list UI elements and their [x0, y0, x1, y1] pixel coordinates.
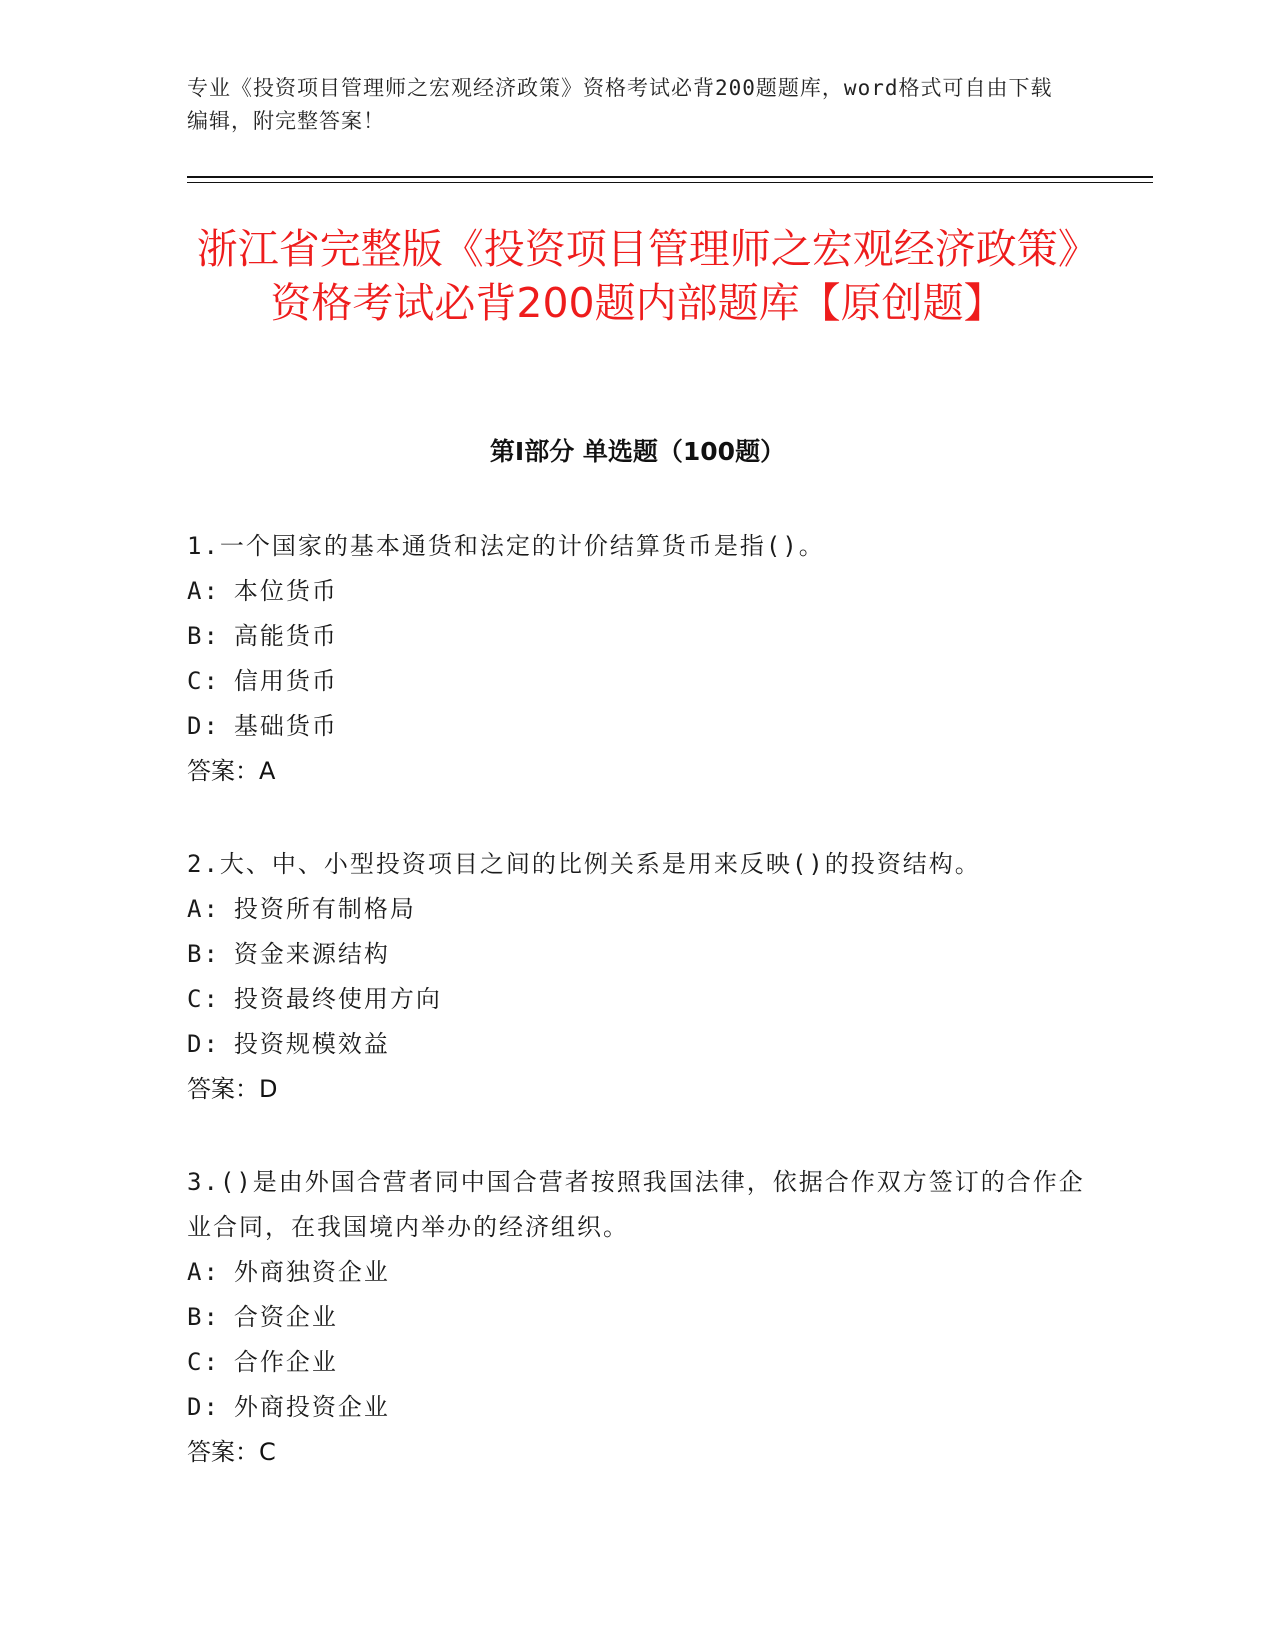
- answer-line: 答案：C: [187, 1438, 276, 1466]
- question-item: [187, 842, 1087, 1112]
- option-d: [187, 1022, 1087, 1067]
- option-text: 合作企业: [233, 1348, 338, 1376]
- option-c: [187, 1340, 1087, 1385]
- question-item: [187, 524, 1087, 794]
- option-letter: B:: [187, 622, 220, 650]
- option-b: [187, 614, 1087, 659]
- option-letter: C:: [187, 985, 220, 1013]
- option-text: 合资企业: [233, 1303, 338, 1331]
- option-text: 高能货币: [233, 622, 338, 650]
- option-letter: D:: [187, 1393, 220, 1421]
- option-text: 信用货币: [233, 667, 338, 695]
- option-d: [187, 704, 1087, 749]
- option-letter: B:: [187, 1303, 220, 1331]
- answer-line: 答案：A: [187, 757, 276, 785]
- section-title: 第I部分 单选题（100题）: [489, 437, 786, 466]
- option-text: 投资最终使用方向: [233, 985, 442, 1013]
- option-text: 外商投资企业: [233, 1393, 390, 1421]
- option-a: [187, 1250, 1087, 1295]
- option-b: [187, 1295, 1087, 1340]
- option-text: 外商独资企业: [233, 1258, 390, 1286]
- option-letter: B:: [187, 940, 220, 968]
- option-letter: A:: [187, 895, 220, 923]
- option-text: 投资所有制格局: [233, 895, 416, 923]
- option-a: [187, 569, 1087, 614]
- option-d: [187, 1385, 1087, 1430]
- option-text: 基础货币: [233, 712, 338, 740]
- question-stem: 2.大、中、小型投资项目之间的比例关系是用来反映()的投资结构。: [187, 850, 981, 878]
- option-letter: C:: [187, 1348, 220, 1376]
- document-title: 浙江省完整版《投资项目管理师之宏观经济政策》资格考试必背200题内部题库【原创题】: [196, 225, 1079, 327]
- option-c: [187, 659, 1087, 704]
- option-letter: D:: [187, 1030, 220, 1058]
- option-text: 投资规模效益: [233, 1030, 390, 1058]
- option-text: 资金来源结构: [233, 940, 390, 968]
- option-text: 本位货币: [233, 577, 338, 605]
- option-c: [187, 977, 1087, 1022]
- question-stem: 1.一个国家的基本通货和法定的计价结算货币是指()。: [187, 532, 825, 560]
- question-stem: 3.()是由外国合营者同中国合营者按照我国法律，依据合作双方签订的合作企业合同，在我国境内举办的经济组织。: [187, 1168, 1085, 1241]
- header-divider-thin: [187, 182, 1153, 183]
- header-divider-thick: [187, 176, 1153, 178]
- option-letter: A:: [187, 577, 220, 605]
- option-letter: C:: [187, 667, 220, 695]
- question-item: [187, 1160, 1087, 1475]
- option-a: [187, 887, 1087, 932]
- header-note: 专业《投资项目管理师之宏观经济政策》资格考试必背200题题库，word格式可自由下载编辑，附完整答案！: [187, 76, 1053, 133]
- option-b: [187, 932, 1087, 977]
- answer-line: 答案：D: [187, 1075, 278, 1103]
- option-letter: A:: [187, 1258, 220, 1286]
- option-letter: D:: [187, 712, 220, 740]
